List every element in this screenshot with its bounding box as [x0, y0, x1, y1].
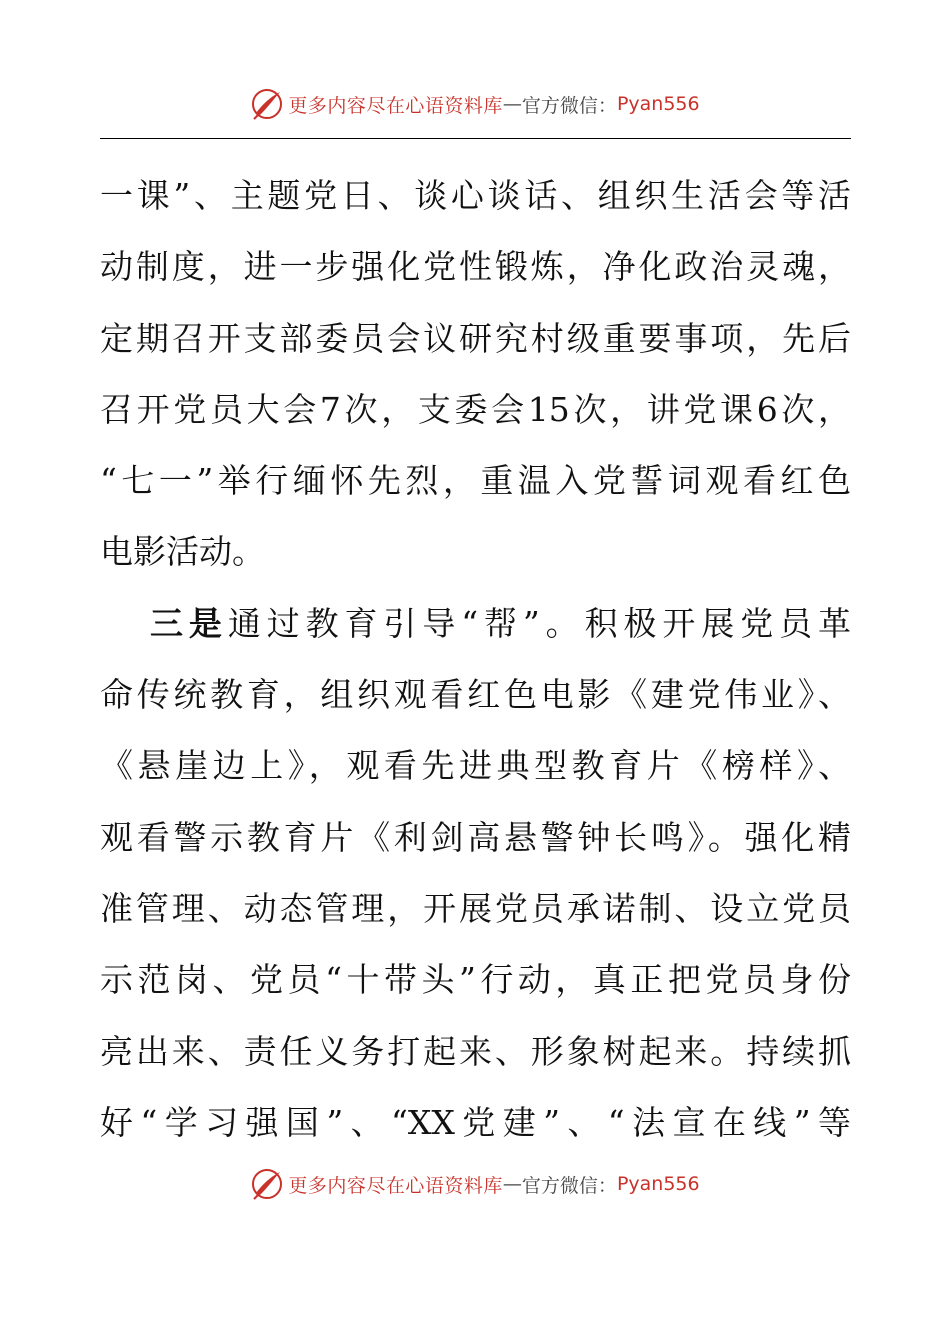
paragraph1-line: “七一”举行缅怀先烈，重温入党誓词观看红色: [100, 461, 851, 501]
document-body: [100, 160, 851, 1158]
banner-wechat-label: 官方微信：: [521, 94, 617, 117]
paragraph1-line: 一课”、主题党日、谈心谈话、组织生活会等活: [100, 176, 851, 215]
banner-wechat-id: Pyan556: [616, 1173, 700, 1195]
banner-separator: —: [502, 93, 522, 115]
paragraph1-line: 召开党员大会7次，支委会15次，讲党课6次，: [100, 389, 851, 429]
paragraph2-line: 示范岗、党员“十带头”行动，真正把党员身份: [100, 960, 851, 1000]
quill-logo-icon: [250, 87, 284, 121]
paragraph2-first-line: [100, 588, 851, 659]
paragraph2-line: 好“学习强国”、“XX党建”、“法宣在线”等: [100, 1102, 851, 1142]
paragraph1-line: 动制度，进一步强化党性锻炼，净化政治灵魂，: [100, 247, 851, 287]
paragraph2-line: 命传统教育，组织观看红色电影《建党伟业》、: [100, 675, 851, 715]
header-divider: [100, 138, 851, 139]
banner-wechat-label: 官方微信：: [521, 1174, 617, 1197]
paragraph2-line: 准管理、动态管理，开展党员承诺制、设立党员: [100, 888, 851, 928]
paragraph2-line: 亮出来、责任义务打起来、形象树起来。持续抓: [100, 1031, 851, 1071]
quill-logo-icon: [250, 1167, 284, 1201]
footer-banner: [0, 1164, 950, 1204]
paragraph1-line: 定期召开支部委员会议研究村级重要事项，先后: [100, 318, 851, 358]
banner-slogan: 更多内容尽在心语资料库: [288, 1174, 503, 1197]
paragraph2-line: 观看警示教育片《利剑高悬警钟长鸣》。强化精: [100, 817, 851, 857]
paragraph2-first-line-text: 通过教育引导“帮”。积极开展党员革: [227, 603, 851, 643]
paragraph2-line: 《悬崖边上》，观看先进典型教育片《榜样》、: [100, 746, 851, 786]
banner-separator: —: [502, 1173, 522, 1195]
banner-wechat-id: Pyan556: [616, 93, 700, 115]
header-banner: [0, 84, 950, 124]
paragraph2-lead: 三是: [150, 603, 228, 643]
banner-slogan: 更多内容尽在心语资料库: [288, 94, 503, 117]
paragraph1-line: 电影活动。: [100, 532, 265, 572]
